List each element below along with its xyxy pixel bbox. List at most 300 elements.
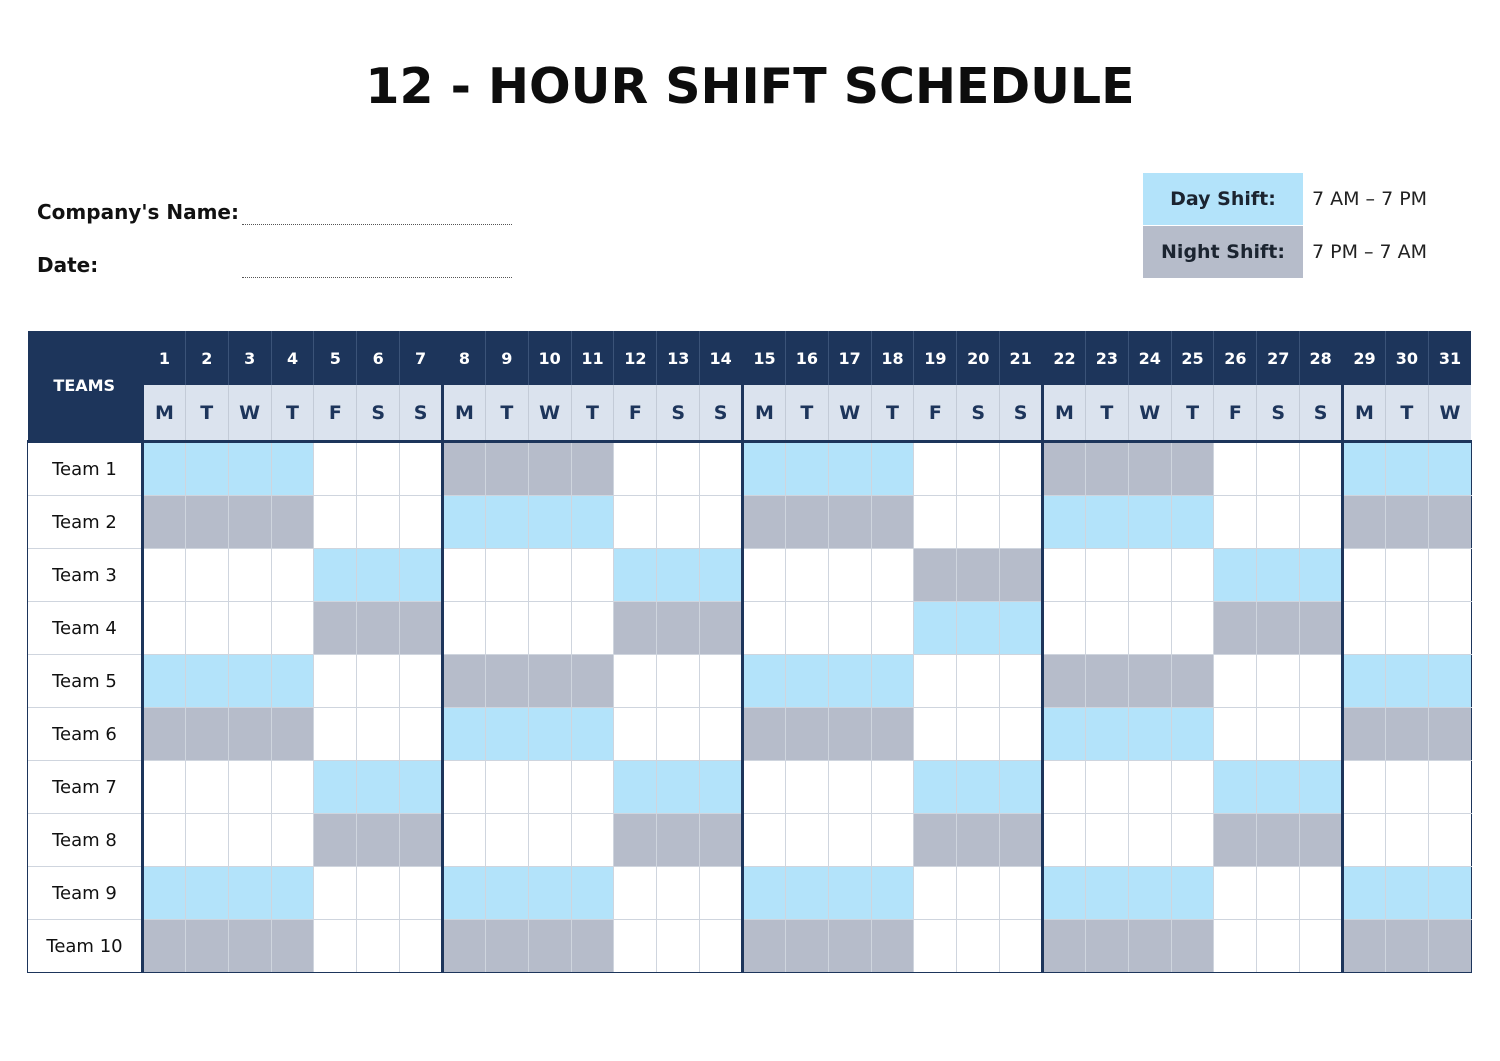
off-cell[interactable] — [400, 708, 443, 761]
night-shift-cell[interactable] — [743, 920, 786, 973]
off-cell[interactable] — [700, 867, 743, 920]
night-shift-cell[interactable] — [700, 602, 743, 655]
night-shift-cell[interactable] — [400, 602, 443, 655]
night-shift-cell[interactable] — [1343, 708, 1386, 761]
off-cell[interactable] — [914, 867, 957, 920]
off-cell[interactable] — [614, 920, 657, 973]
off-cell[interactable] — [1214, 708, 1257, 761]
day-shift-cell[interactable] — [1000, 602, 1043, 655]
off-cell[interactable] — [1300, 655, 1343, 708]
off-cell[interactable] — [443, 761, 486, 814]
off-cell[interactable] — [828, 602, 871, 655]
off-cell[interactable] — [871, 814, 914, 867]
day-shift-cell[interactable] — [314, 761, 357, 814]
off-cell[interactable] — [443, 814, 486, 867]
off-cell[interactable] — [571, 761, 614, 814]
night-shift-cell[interactable] — [785, 496, 828, 549]
day-shift-cell[interactable] — [143, 442, 186, 496]
off-cell[interactable] — [1171, 761, 1214, 814]
night-shift-cell[interactable] — [1085, 920, 1128, 973]
night-shift-cell[interactable] — [143, 708, 186, 761]
day-shift-cell[interactable] — [1343, 442, 1386, 496]
night-shift-cell[interactable] — [357, 814, 400, 867]
night-shift-cell[interactable] — [443, 442, 486, 496]
day-shift-cell[interactable] — [1300, 549, 1343, 602]
night-shift-cell[interactable] — [271, 920, 314, 973]
off-cell[interactable] — [657, 655, 700, 708]
off-cell[interactable] — [357, 708, 400, 761]
night-shift-cell[interactable] — [228, 920, 271, 973]
off-cell[interactable] — [614, 496, 657, 549]
off-cell[interactable] — [700, 442, 743, 496]
off-cell[interactable] — [1085, 814, 1128, 867]
night-shift-cell[interactable] — [1171, 920, 1214, 973]
day-shift-cell[interactable] — [571, 496, 614, 549]
off-cell[interactable] — [1214, 442, 1257, 496]
off-cell[interactable] — [485, 814, 528, 867]
day-shift-cell[interactable] — [828, 655, 871, 708]
day-shift-cell[interactable] — [228, 867, 271, 920]
off-cell[interactable] — [914, 708, 957, 761]
off-cell[interactable] — [314, 655, 357, 708]
night-shift-cell[interactable] — [571, 920, 614, 973]
night-shift-cell[interactable] — [1300, 814, 1343, 867]
off-cell[interactable] — [1128, 602, 1171, 655]
off-cell[interactable] — [185, 761, 228, 814]
day-shift-cell[interactable] — [1085, 708, 1128, 761]
day-shift-cell[interactable] — [700, 549, 743, 602]
off-cell[interactable] — [1300, 708, 1343, 761]
day-shift-cell[interactable] — [357, 549, 400, 602]
night-shift-cell[interactable] — [185, 496, 228, 549]
night-shift-cell[interactable] — [871, 496, 914, 549]
night-shift-cell[interactable] — [443, 655, 486, 708]
night-shift-cell[interactable] — [1343, 920, 1386, 973]
day-shift-cell[interactable] — [957, 602, 1000, 655]
night-shift-cell[interactable] — [143, 920, 186, 973]
off-cell[interactable] — [1343, 761, 1386, 814]
day-shift-cell[interactable] — [1428, 442, 1471, 496]
off-cell[interactable] — [1000, 708, 1043, 761]
off-cell[interactable] — [1171, 814, 1214, 867]
off-cell[interactable] — [271, 761, 314, 814]
night-shift-cell[interactable] — [785, 708, 828, 761]
off-cell[interactable] — [1257, 867, 1300, 920]
day-shift-cell[interactable] — [185, 442, 228, 496]
off-cell[interactable] — [485, 549, 528, 602]
night-shift-cell[interactable] — [357, 602, 400, 655]
day-shift-cell[interactable] — [1085, 496, 1128, 549]
day-shift-cell[interactable] — [443, 867, 486, 920]
off-cell[interactable] — [743, 761, 786, 814]
day-shift-cell[interactable] — [657, 549, 700, 602]
off-cell[interactable] — [1085, 602, 1128, 655]
night-shift-cell[interactable] — [1343, 496, 1386, 549]
off-cell[interactable] — [914, 442, 957, 496]
off-cell[interactable] — [1300, 867, 1343, 920]
off-cell[interactable] — [314, 920, 357, 973]
off-cell[interactable] — [1043, 602, 1086, 655]
off-cell[interactable] — [657, 442, 700, 496]
off-cell[interactable] — [957, 708, 1000, 761]
night-shift-cell[interactable] — [914, 814, 957, 867]
night-shift-cell[interactable] — [1085, 655, 1128, 708]
night-shift-cell[interactable] — [743, 496, 786, 549]
day-shift-cell[interactable] — [143, 867, 186, 920]
night-shift-cell[interactable] — [271, 708, 314, 761]
off-cell[interactable] — [357, 867, 400, 920]
off-cell[interactable] — [614, 708, 657, 761]
off-cell[interactable] — [1257, 920, 1300, 973]
off-cell[interactable] — [1385, 761, 1428, 814]
night-shift-cell[interactable] — [528, 655, 571, 708]
off-cell[interactable] — [614, 655, 657, 708]
off-cell[interactable] — [571, 549, 614, 602]
day-shift-cell[interactable] — [785, 867, 828, 920]
day-shift-cell[interactable] — [228, 655, 271, 708]
night-shift-cell[interactable] — [1171, 655, 1214, 708]
off-cell[interactable] — [871, 549, 914, 602]
off-cell[interactable] — [1085, 761, 1128, 814]
day-shift-cell[interactable] — [571, 708, 614, 761]
off-cell[interactable] — [828, 814, 871, 867]
night-shift-cell[interactable] — [743, 708, 786, 761]
off-cell[interactable] — [743, 549, 786, 602]
night-shift-cell[interactable] — [185, 708, 228, 761]
off-cell[interactable] — [1128, 814, 1171, 867]
off-cell[interactable] — [1128, 549, 1171, 602]
day-shift-cell[interactable] — [785, 655, 828, 708]
off-cell[interactable] — [614, 867, 657, 920]
off-cell[interactable] — [357, 442, 400, 496]
date-field[interactable] — [242, 277, 512, 278]
night-shift-cell[interactable] — [143, 496, 186, 549]
off-cell[interactable] — [785, 602, 828, 655]
night-shift-cell[interactable] — [1428, 708, 1471, 761]
day-shift-cell[interactable] — [485, 867, 528, 920]
company-name-field[interactable] — [242, 224, 512, 225]
off-cell[interactable] — [957, 867, 1000, 920]
off-cell[interactable] — [1385, 602, 1428, 655]
night-shift-cell[interactable] — [185, 920, 228, 973]
day-shift-cell[interactable] — [1257, 761, 1300, 814]
off-cell[interactable] — [228, 761, 271, 814]
off-cell[interactable] — [528, 602, 571, 655]
day-shift-cell[interactable] — [1043, 708, 1086, 761]
off-cell[interactable] — [1257, 442, 1300, 496]
off-cell[interactable] — [1214, 655, 1257, 708]
off-cell[interactable] — [914, 655, 957, 708]
off-cell[interactable] — [1000, 655, 1043, 708]
day-shift-cell[interactable] — [571, 867, 614, 920]
off-cell[interactable] — [1300, 496, 1343, 549]
day-shift-cell[interactable] — [528, 496, 571, 549]
night-shift-cell[interactable] — [871, 708, 914, 761]
off-cell[interactable] — [228, 549, 271, 602]
off-cell[interactable] — [1214, 920, 1257, 973]
day-shift-cell[interactable] — [1000, 761, 1043, 814]
off-cell[interactable] — [528, 761, 571, 814]
off-cell[interactable] — [871, 761, 914, 814]
day-shift-cell[interactable] — [1300, 761, 1343, 814]
off-cell[interactable] — [957, 920, 1000, 973]
night-shift-cell[interactable] — [957, 549, 1000, 602]
day-shift-cell[interactable] — [871, 442, 914, 496]
day-shift-cell[interactable] — [528, 708, 571, 761]
off-cell[interactable] — [1171, 602, 1214, 655]
day-shift-cell[interactable] — [1214, 761, 1257, 814]
off-cell[interactable] — [400, 655, 443, 708]
off-cell[interactable] — [400, 920, 443, 973]
day-shift-cell[interactable] — [143, 655, 186, 708]
day-shift-cell[interactable] — [314, 549, 357, 602]
off-cell[interactable] — [1300, 920, 1343, 973]
off-cell[interactable] — [528, 814, 571, 867]
night-shift-cell[interactable] — [485, 920, 528, 973]
day-shift-cell[interactable] — [1385, 655, 1428, 708]
night-shift-cell[interactable] — [1128, 655, 1171, 708]
off-cell[interactable] — [743, 814, 786, 867]
off-cell[interactable] — [400, 496, 443, 549]
off-cell[interactable] — [1300, 442, 1343, 496]
day-shift-cell[interactable] — [1043, 496, 1086, 549]
night-shift-cell[interactable] — [1257, 814, 1300, 867]
night-shift-cell[interactable] — [1214, 602, 1257, 655]
night-shift-cell[interactable] — [1085, 442, 1128, 496]
day-shift-cell[interactable] — [357, 761, 400, 814]
day-shift-cell[interactable] — [185, 655, 228, 708]
off-cell[interactable] — [271, 549, 314, 602]
night-shift-cell[interactable] — [528, 442, 571, 496]
off-cell[interactable] — [1428, 602, 1471, 655]
night-shift-cell[interactable] — [614, 814, 657, 867]
night-shift-cell[interactable] — [614, 602, 657, 655]
night-shift-cell[interactable] — [871, 920, 914, 973]
day-shift-cell[interactable] — [957, 761, 1000, 814]
day-shift-cell[interactable] — [528, 867, 571, 920]
day-shift-cell[interactable] — [1171, 867, 1214, 920]
off-cell[interactable] — [828, 761, 871, 814]
day-shift-cell[interactable] — [185, 867, 228, 920]
night-shift-cell[interactable] — [228, 708, 271, 761]
day-shift-cell[interactable] — [657, 761, 700, 814]
day-shift-cell[interactable] — [1128, 496, 1171, 549]
off-cell[interactable] — [657, 867, 700, 920]
night-shift-cell[interactable] — [1000, 814, 1043, 867]
night-shift-cell[interactable] — [571, 442, 614, 496]
off-cell[interactable] — [614, 442, 657, 496]
off-cell[interactable] — [1043, 761, 1086, 814]
day-shift-cell[interactable] — [1257, 549, 1300, 602]
night-shift-cell[interactable] — [1171, 442, 1214, 496]
day-shift-cell[interactable] — [1428, 867, 1471, 920]
day-shift-cell[interactable] — [700, 761, 743, 814]
off-cell[interactable] — [1171, 549, 1214, 602]
off-cell[interactable] — [1343, 814, 1386, 867]
day-shift-cell[interactable] — [1385, 867, 1428, 920]
off-cell[interactable] — [271, 814, 314, 867]
off-cell[interactable] — [700, 655, 743, 708]
off-cell[interactable] — [1428, 761, 1471, 814]
day-shift-cell[interactable] — [271, 867, 314, 920]
off-cell[interactable] — [485, 602, 528, 655]
night-shift-cell[interactable] — [314, 814, 357, 867]
night-shift-cell[interactable] — [1000, 549, 1043, 602]
night-shift-cell[interactable] — [1385, 920, 1428, 973]
off-cell[interactable] — [228, 814, 271, 867]
off-cell[interactable] — [1043, 549, 1086, 602]
night-shift-cell[interactable] — [314, 602, 357, 655]
day-shift-cell[interactable] — [1385, 442, 1428, 496]
off-cell[interactable] — [357, 496, 400, 549]
off-cell[interactable] — [1043, 814, 1086, 867]
day-shift-cell[interactable] — [614, 761, 657, 814]
day-shift-cell[interactable] — [1214, 549, 1257, 602]
night-shift-cell[interactable] — [700, 814, 743, 867]
off-cell[interactable] — [185, 549, 228, 602]
day-shift-cell[interactable] — [743, 442, 786, 496]
day-shift-cell[interactable] — [743, 867, 786, 920]
day-shift-cell[interactable] — [828, 867, 871, 920]
off-cell[interactable] — [657, 920, 700, 973]
off-cell[interactable] — [1000, 442, 1043, 496]
night-shift-cell[interactable] — [1385, 708, 1428, 761]
night-shift-cell[interactable] — [1214, 814, 1257, 867]
off-cell[interactable] — [785, 814, 828, 867]
night-shift-cell[interactable] — [828, 496, 871, 549]
off-cell[interactable] — [1128, 761, 1171, 814]
off-cell[interactable] — [185, 814, 228, 867]
night-shift-cell[interactable] — [1385, 496, 1428, 549]
night-shift-cell[interactable] — [785, 920, 828, 973]
off-cell[interactable] — [1343, 549, 1386, 602]
night-shift-cell[interactable] — [271, 496, 314, 549]
day-shift-cell[interactable] — [1171, 496, 1214, 549]
off-cell[interactable] — [1428, 814, 1471, 867]
night-shift-cell[interactable] — [485, 655, 528, 708]
off-cell[interactable] — [571, 814, 614, 867]
off-cell[interactable] — [314, 442, 357, 496]
off-cell[interactable] — [657, 708, 700, 761]
off-cell[interactable] — [314, 867, 357, 920]
day-shift-cell[interactable] — [1428, 655, 1471, 708]
off-cell[interactable] — [657, 496, 700, 549]
day-shift-cell[interactable] — [400, 761, 443, 814]
night-shift-cell[interactable] — [1257, 602, 1300, 655]
day-shift-cell[interactable] — [228, 442, 271, 496]
day-shift-cell[interactable] — [271, 442, 314, 496]
day-shift-cell[interactable] — [1343, 655, 1386, 708]
day-shift-cell[interactable] — [614, 549, 657, 602]
day-shift-cell[interactable] — [271, 655, 314, 708]
off-cell[interactable] — [1385, 549, 1428, 602]
off-cell[interactable] — [143, 814, 186, 867]
off-cell[interactable] — [1000, 867, 1043, 920]
day-shift-cell[interactable] — [1128, 708, 1171, 761]
off-cell[interactable] — [1257, 496, 1300, 549]
night-shift-cell[interactable] — [1128, 920, 1171, 973]
off-cell[interactable] — [443, 549, 486, 602]
night-shift-cell[interactable] — [1300, 602, 1343, 655]
day-shift-cell[interactable] — [1043, 867, 1086, 920]
day-shift-cell[interactable] — [914, 761, 957, 814]
off-cell[interactable] — [314, 708, 357, 761]
day-shift-cell[interactable] — [1343, 867, 1386, 920]
off-cell[interactable] — [1085, 549, 1128, 602]
off-cell[interactable] — [443, 602, 486, 655]
day-shift-cell[interactable] — [1128, 867, 1171, 920]
day-shift-cell[interactable] — [828, 442, 871, 496]
off-cell[interactable] — [1257, 708, 1300, 761]
day-shift-cell[interactable] — [443, 708, 486, 761]
off-cell[interactable] — [143, 602, 186, 655]
day-shift-cell[interactable] — [1085, 867, 1128, 920]
off-cell[interactable] — [228, 602, 271, 655]
off-cell[interactable] — [828, 549, 871, 602]
off-cell[interactable] — [957, 655, 1000, 708]
night-shift-cell[interactable] — [1043, 655, 1086, 708]
off-cell[interactable] — [1214, 496, 1257, 549]
off-cell[interactable] — [314, 496, 357, 549]
off-cell[interactable] — [1385, 814, 1428, 867]
off-cell[interactable] — [528, 549, 571, 602]
off-cell[interactable] — [185, 602, 228, 655]
off-cell[interactable] — [914, 920, 957, 973]
day-shift-cell[interactable] — [871, 867, 914, 920]
off-cell[interactable] — [957, 442, 1000, 496]
night-shift-cell[interactable] — [1428, 920, 1471, 973]
day-shift-cell[interactable] — [400, 549, 443, 602]
night-shift-cell[interactable] — [1428, 496, 1471, 549]
day-shift-cell[interactable] — [1171, 708, 1214, 761]
off-cell[interactable] — [700, 920, 743, 973]
night-shift-cell[interactable] — [957, 814, 1000, 867]
off-cell[interactable] — [1257, 655, 1300, 708]
off-cell[interactable] — [914, 496, 957, 549]
off-cell[interactable] — [143, 549, 186, 602]
off-cell[interactable] — [1000, 496, 1043, 549]
off-cell[interactable] — [1428, 549, 1471, 602]
off-cell[interactable] — [485, 761, 528, 814]
off-cell[interactable] — [785, 549, 828, 602]
day-shift-cell[interactable] — [785, 442, 828, 496]
night-shift-cell[interactable] — [400, 814, 443, 867]
off-cell[interactable] — [871, 602, 914, 655]
night-shift-cell[interactable] — [1128, 442, 1171, 496]
day-shift-cell[interactable] — [743, 655, 786, 708]
off-cell[interactable] — [400, 867, 443, 920]
off-cell[interactable] — [957, 496, 1000, 549]
off-cell[interactable] — [700, 708, 743, 761]
day-shift-cell[interactable] — [914, 602, 957, 655]
off-cell[interactable] — [271, 602, 314, 655]
day-shift-cell[interactable] — [485, 708, 528, 761]
night-shift-cell[interactable] — [571, 655, 614, 708]
off-cell[interactable] — [357, 655, 400, 708]
night-shift-cell[interactable] — [657, 814, 700, 867]
day-shift-cell[interactable] — [871, 655, 914, 708]
night-shift-cell[interactable] — [828, 708, 871, 761]
night-shift-cell[interactable] — [657, 602, 700, 655]
night-shift-cell[interactable] — [485, 442, 528, 496]
night-shift-cell[interactable] — [914, 549, 957, 602]
night-shift-cell[interactable] — [228, 496, 271, 549]
night-shift-cell[interactable] — [1043, 442, 1086, 496]
night-shift-cell[interactable] — [828, 920, 871, 973]
off-cell[interactable] — [400, 442, 443, 496]
off-cell[interactable] — [1000, 920, 1043, 973]
night-shift-cell[interactable] — [528, 920, 571, 973]
